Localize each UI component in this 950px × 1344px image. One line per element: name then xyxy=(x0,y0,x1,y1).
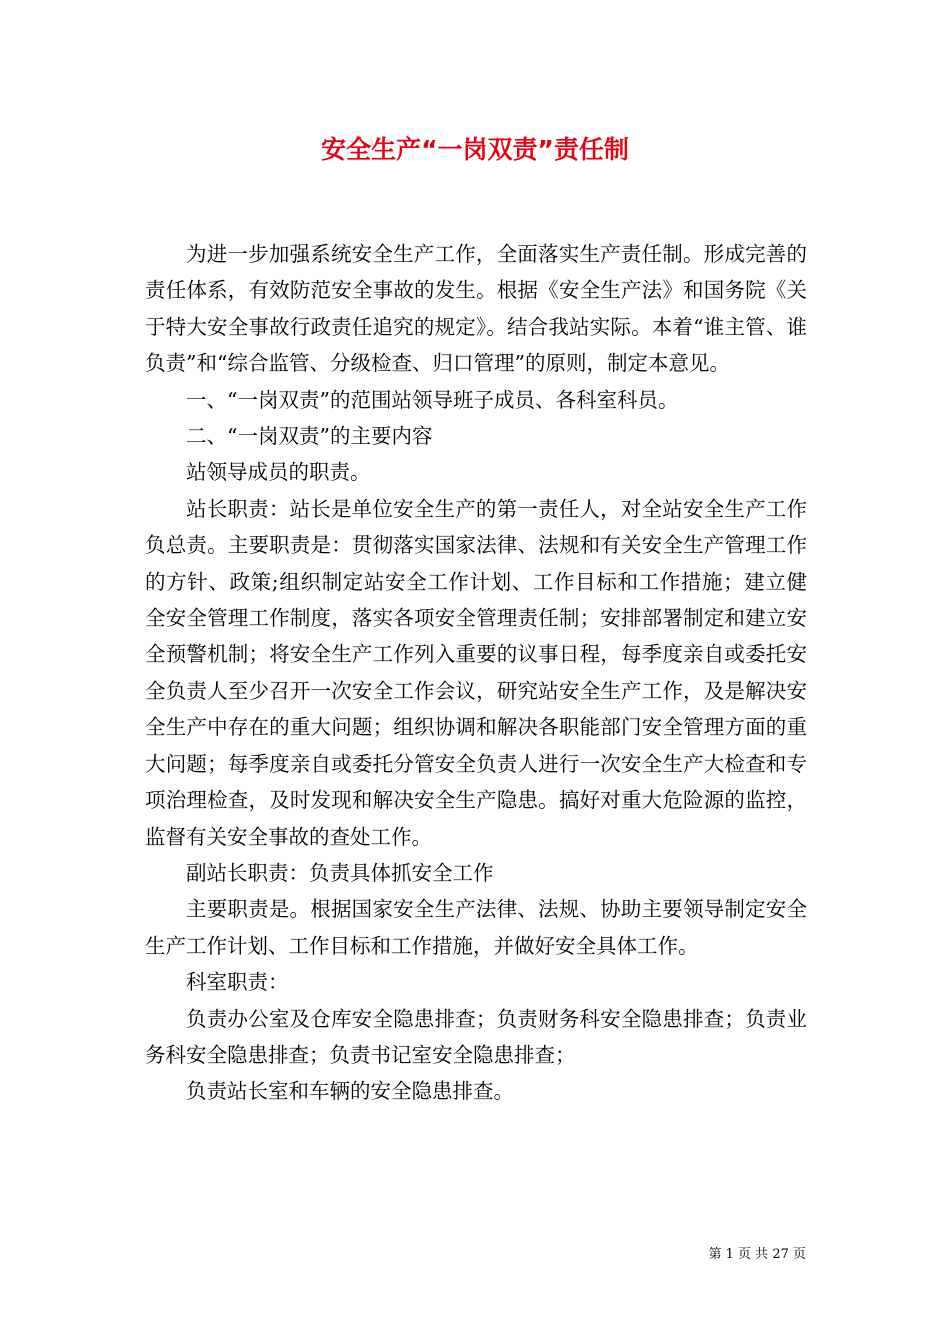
paragraph-deputy-main-duties: 主要职责是。根据国家安全生产法律、法规、协助主要领导制定安全生产工作计划、工作目标和工作措施，并做好安全具体工作。 xyxy=(145,897,807,958)
paragraph-leader-duties-heading: 站领导成员的职责。 xyxy=(186,460,371,485)
page-number: 第 1 页 共 27 页 xyxy=(708,1247,806,1262)
paragraph-main-content-heading: 二、“一岗双责”的主要内容 xyxy=(186,424,433,449)
paragraph-department-duties-heading: 科室职责： xyxy=(186,970,289,995)
paragraph-deputy-director-duties: 副站长职责：负责具体抓安全工作 xyxy=(186,860,494,885)
paragraph-intro: 为进一步加强系统安全生产工作，全面落实生产责任制。形成完善的责任体系，有效防范安全事故的发生。根据《安全生产法》和国务院《关于特大安全事故行政责任追究的规定》。结合我站实际。本着“谁主管、谁负责”和“综合监管、分级检查、归口管理”的原则，制定本意见。 xyxy=(145,242,807,376)
paragraph-scope: 一、“一岗双责”的范围站领导班子成员、各科室科员。 xyxy=(186,387,679,412)
document-title: 安全生产“一岗双责”责任制 xyxy=(321,135,629,164)
paragraph-department-duties-list: 负责办公室及仓库安全隐患排查；负责财务科安全隐患排查；负责业务科安全隐患排查；负责书记室安全隐患排查； xyxy=(145,1006,807,1067)
paragraph-director-duties: 站长职责：站长是单位安全生产的第一责任人，对全站安全生产工作负总责。主要职责是：贯彻落实国家法律、法规和有关安全生产管理工作的方针、政策;组织制定站安全工作计划、工作目标和工作措施；建立健全安全管理工作制度，落实各项安全管理责任制；安排部署制定和建立安全预警机制；将安全生产工作列入重要的议事日程，每季度亲自或委托安全负责人至少召开一次安全工作会议，研究站安全生产工作，及是解决安全生产中存在的重大问题；组织协调和解决各职能部门安全管理方面的重大问题；每季度亲自或委托分管安全负责人进行一次安全生产大检查和专项治理检查，及时发现和解决安全生产隐患。搞好对重大危险源的监控，监督有关安全事故的查处工作。 xyxy=(145,496,807,849)
document-body xyxy=(145,236,807,1110)
paragraph-director-office-duties: 负责站长室和车辆的安全隐患排查。 xyxy=(186,1079,514,1104)
